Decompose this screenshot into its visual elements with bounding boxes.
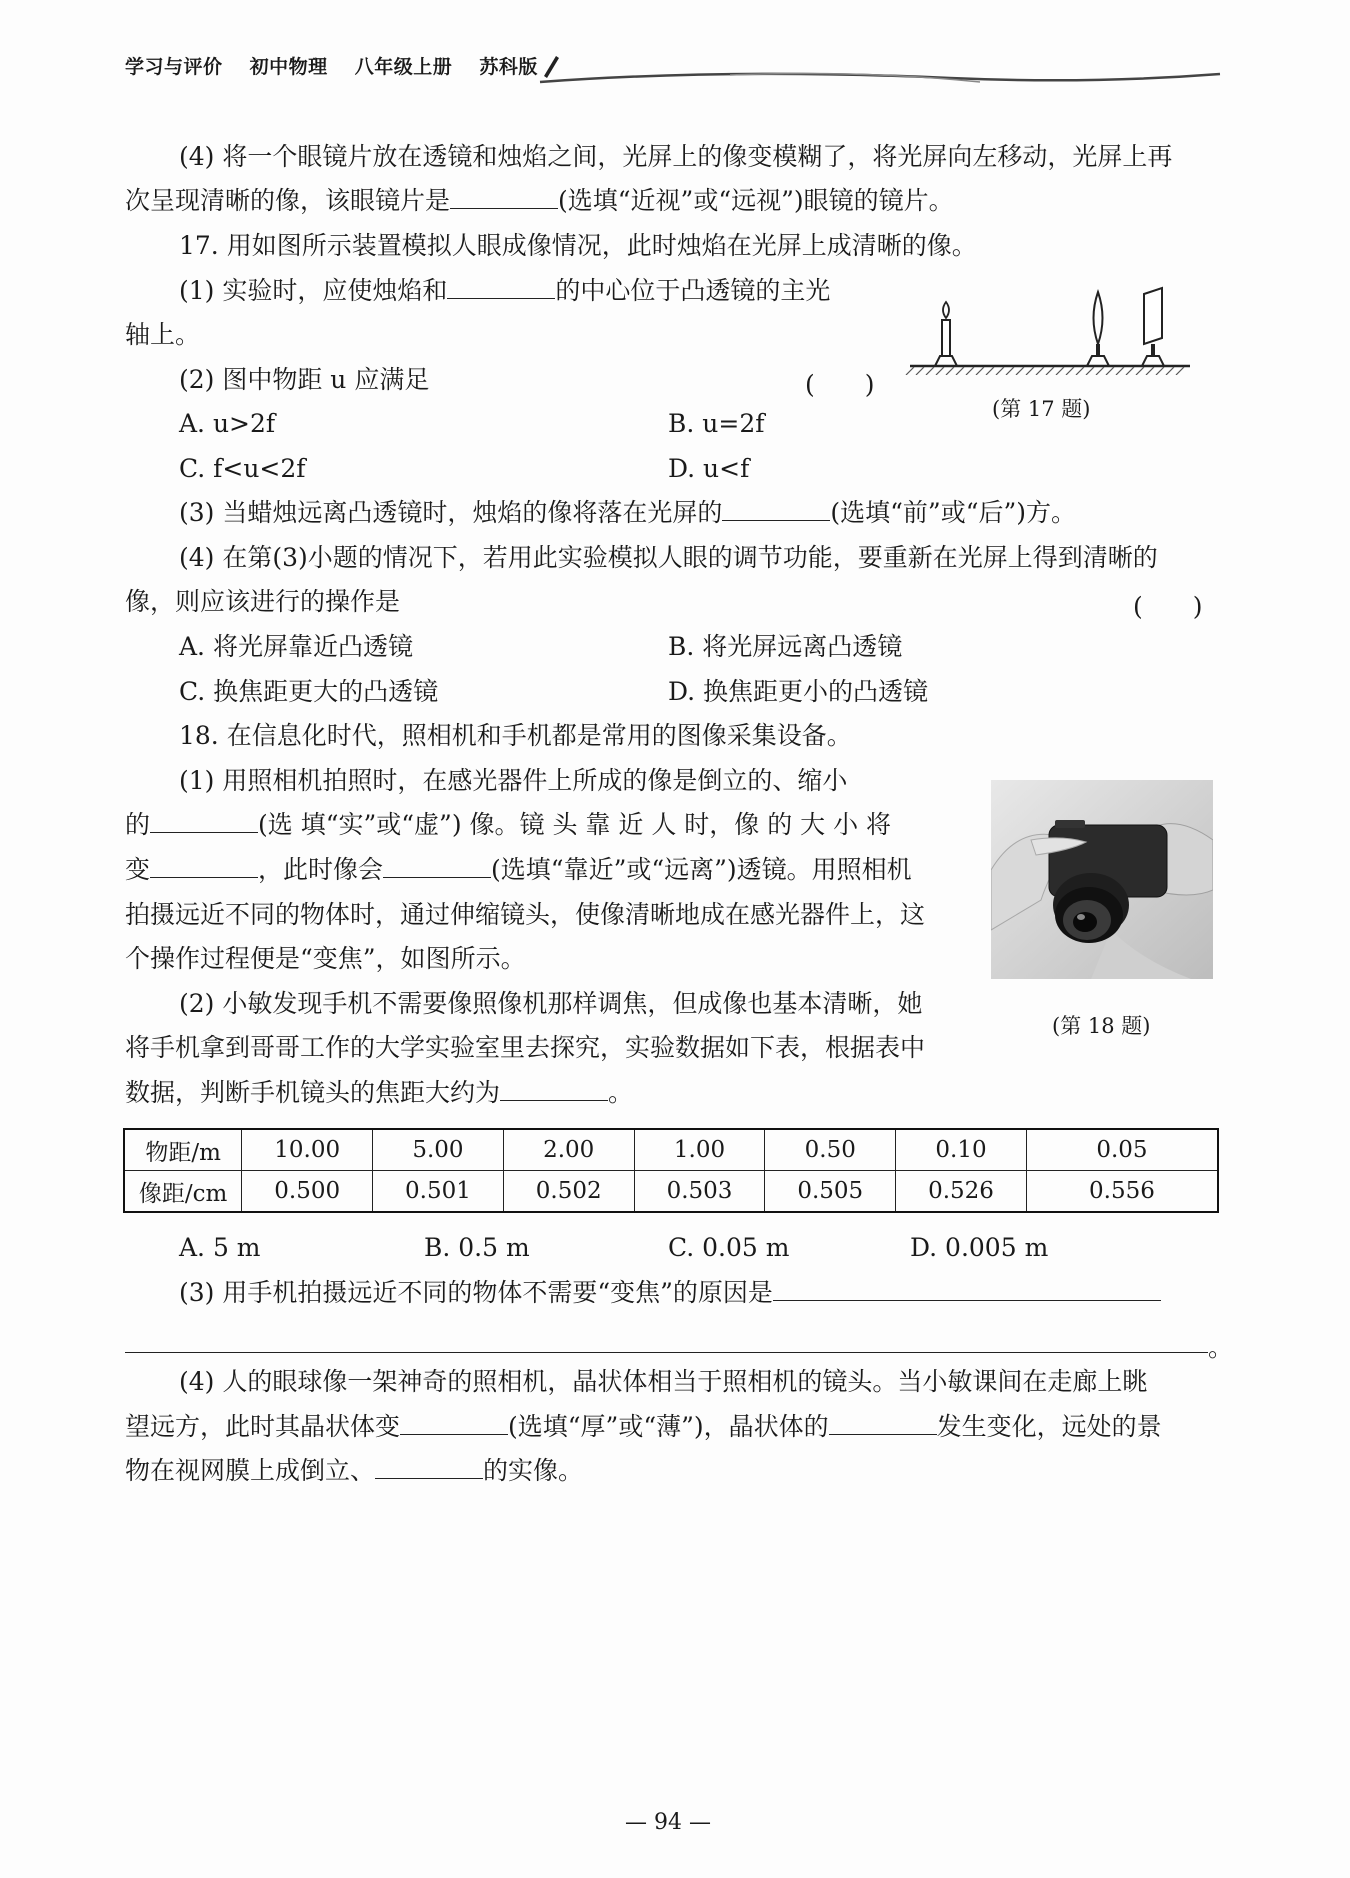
- header-series: 学习与评价: [125, 56, 223, 78]
- header-edition: 苏科版: [479, 56, 538, 78]
- q18-p3: [179, 1278, 1279, 1308]
- q16-4-text-b: (选填“近视”或“远视”)眼镜的镜片。: [558, 186, 954, 215]
- table-cell: 0.500: [242, 1171, 373, 1213]
- table-header-object-distance: 物距/m: [124, 1129, 242, 1171]
- table-header-image-distance: 像距/cm: [124, 1171, 242, 1213]
- q18-p2-line3: [125, 1078, 1225, 1108]
- table-row: [124, 1129, 1218, 1171]
- q17-p4-answer-paren[interactable]: ( ): [1133, 592, 1203, 621]
- table-cell: 0.503: [634, 1171, 765, 1213]
- q18-stem: 18. 在信息化时代，照相机和手机都是常用的图像采集设备。: [179, 721, 852, 750]
- table-cell: 0.50: [765, 1129, 896, 1171]
- figure-17-caption: (第 17 题): [992, 397, 1091, 421]
- lens-apparatus-figure: [900, 280, 1200, 375]
- q18-p1-text-c: 变: [125, 855, 151, 884]
- q18-p1-line4: 拍摄远近不同的物体时，通过伸缩镜头，使像清晰地成在感光器件上，这: [125, 900, 926, 929]
- header-grade: 八年级上册: [354, 56, 453, 78]
- table-cell: 0.05: [1026, 1129, 1218, 1171]
- q17-option-b[interactable]: B. u=2f: [668, 409, 765, 438]
- q18-p3-period: 。: [1208, 1333, 1234, 1362]
- q18-p1-line1: (1) 用照相机拍照时，在感光器件上所成的像是倒立的、缩小: [179, 766, 848, 795]
- answer-blank[interactable]: [375, 1456, 483, 1479]
- answer-blank[interactable]: [150, 855, 258, 878]
- q18-p3-text: (3) 用手机拍摄远近不同的物体不需要“变焦”的原因是: [179, 1278, 773, 1307]
- table-cell: 5.00: [373, 1129, 504, 1171]
- q18-p1-text-e: (选填“靠近”或“远离”)透镜。用照相机: [491, 855, 912, 884]
- q18-p2-line1: (2) 小敏发现手机不需要像照像机那样调焦，但成像也基本清晰，她: [179, 989, 923, 1018]
- table-cell: 0.526: [896, 1171, 1027, 1213]
- q18-option-a[interactable]: A. 5 m: [179, 1233, 261, 1262]
- table-cell: 2.00: [503, 1129, 634, 1171]
- table-cell: 0.502: [503, 1171, 634, 1213]
- q18-p1-text-d: ，此时像会: [258, 855, 384, 884]
- q17-p3-text-a: (3) 当蜡烛远离凸透镜时，烛焰的像将落在光屏的: [179, 498, 723, 527]
- q18-option-b[interactable]: B. 0.5 m: [424, 1233, 530, 1262]
- q18-p4-line3: [125, 1456, 1225, 1486]
- answer-blank[interactable]: [722, 498, 830, 521]
- screen-icon: [1142, 288, 1164, 366]
- q18-p1-text-b: (选 填“实”或“虚”) 像。镜 头 靠 近 人 时，像 的 大 小 将: [258, 810, 892, 839]
- q17-p3: [179, 498, 1279, 528]
- answer-blank[interactable]: [447, 276, 555, 299]
- q17-p4-option-b[interactable]: B. 将光屏远离凸透镜: [668, 632, 903, 661]
- page-header: [125, 52, 558, 79]
- camera-zoom-photo: [991, 780, 1213, 979]
- q17-p4-option-d[interactable]: D. 换焦距更小的凸透镜: [668, 677, 929, 706]
- answer-blank-line[interactable]: [125, 1352, 1208, 1353]
- q18-option-c[interactable]: C. 0.05 m: [668, 1233, 790, 1262]
- q17-p4-option-a[interactable]: A. 将光屏靠近凸透镜: [179, 632, 413, 661]
- table-cell: 1.00: [634, 1129, 765, 1171]
- figure-18-caption: (第 18 题): [1052, 1014, 1151, 1038]
- table-cell: 0.501: [373, 1171, 504, 1213]
- table-cell: 0.505: [765, 1171, 896, 1213]
- q17-option-c[interactable]: C. f<u<2f: [179, 454, 306, 483]
- q17-p4-line2: 像，则应该进行的操作是: [125, 587, 401, 616]
- pen-swoosh-icon: [530, 48, 1230, 88]
- q17-p2-answer-paren[interactable]: ( ): [805, 370, 875, 399]
- q17-stem: 17. 用如图所示装置模拟人眼成像情况，此时烛焰在光屏上成清晰的像。: [179, 231, 977, 260]
- answer-blank[interactable]: [829, 1412, 937, 1435]
- table-row: [124, 1171, 1218, 1213]
- q18-p4-text-e: 的实像。: [483, 1456, 584, 1485]
- q18-p4-line2: [125, 1412, 1225, 1442]
- q18-p4-line1: (4) 人的眼球像一架神奇的照相机，晶状体相当于照相机的镜头。当小敏课间在走廊上眺: [179, 1367, 1148, 1396]
- q17-p3-text-b: (选填“前”或“后”)方。: [830, 498, 1077, 527]
- convex-lens-icon: [1087, 292, 1109, 366]
- answer-blank[interactable]: [500, 1078, 608, 1101]
- q18-p4-text-d: 物在视网膜上成倒立、: [125, 1456, 376, 1485]
- q17-p4-option-c[interactable]: C. 换焦距更大的凸透镜: [179, 677, 439, 706]
- table-cell: 10.00: [242, 1129, 373, 1171]
- header-subject: 初中物理: [249, 56, 328, 78]
- answer-blank[interactable]: [383, 855, 491, 878]
- q17-option-d[interactable]: D. u<f: [668, 454, 750, 483]
- candle-icon: [935, 302, 957, 366]
- q18-p2-text-a: 数据，判断手机镜头的焦距大约为: [125, 1078, 501, 1107]
- q17-p4-line1: (4) 在第(3)小题的情况下，若用此实验模拟人眼的调节功能，要重新在光屏上得到清晰的: [179, 543, 1158, 572]
- answer-blank[interactable]: [400, 1412, 508, 1435]
- q18-p1-text-a: 的: [125, 810, 151, 839]
- q16-4-text-a: 次呈现清晰的像，该眼镜片是: [125, 186, 451, 215]
- q18-p4-text-b: (选填“厚”或“薄”)，晶状体的: [508, 1412, 829, 1441]
- q17-p2: (2) 图中物距 u 应满足: [179, 365, 430, 394]
- q16-4-line1: (4) 将一个眼镜片放在透镜和烛焰之间，光屏上的像变模糊了，将光屏向左移动，光屏上再: [179, 142, 1173, 171]
- q18-option-d[interactable]: D. 0.005 m: [910, 1233, 1049, 1262]
- answer-blank[interactable]: [450, 186, 558, 209]
- q17-option-a[interactable]: A. u>2f: [179, 409, 276, 438]
- q17-p1-text-b: 的中心位于凸透镜的主光: [555, 276, 831, 305]
- data-table: [123, 1128, 1219, 1213]
- q17-p1-cont: 轴上。: [125, 320, 201, 349]
- answer-blank[interactable]: [773, 1278, 1161, 1301]
- q18-p2-text-b: 。: [608, 1078, 634, 1107]
- q18-p2-line2: 将手机拿到哥哥工作的大学实验室里去探究，实验数据如下表，根据表中: [125, 1033, 926, 1062]
- page-number: — 94 —: [625, 1810, 711, 1835]
- q16-4-line2: [125, 186, 1225, 216]
- answer-blank[interactable]: [150, 810, 258, 833]
- q18-p4-text-a: 望远方，此时其晶状体变: [125, 1412, 401, 1441]
- table-cell: 0.10: [896, 1129, 1027, 1171]
- table-cell: 0.556: [1026, 1171, 1218, 1213]
- q18-p1-line5: 个操作过程便是“变焦”，如图所示。: [125, 944, 526, 973]
- q17-p1-text-a: (1) 实验时，应使烛焰和: [179, 276, 448, 305]
- q18-p4-text-c: 发生变化，远处的景: [936, 1412, 1162, 1441]
